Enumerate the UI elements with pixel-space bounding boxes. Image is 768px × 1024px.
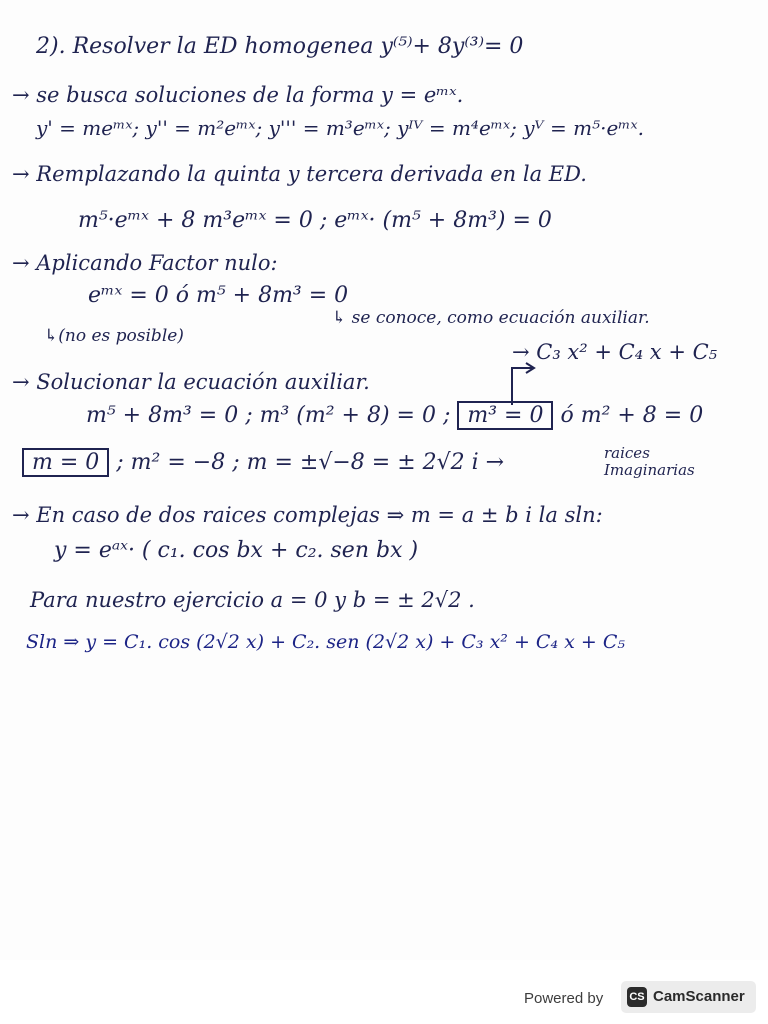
parameter-values: Para nuestro ejercicio a = 0 y b = ± 2√2 . [30, 588, 475, 612]
camscanner-badge [621, 981, 756, 1013]
complex-case-rule: → En caso de dos raices complejas ⇒ m = a ± b i la sln: [12, 503, 603, 527]
roots-arrow: → [485, 450, 505, 475]
not-possible-note: ↳(no es posible) [44, 326, 184, 346]
auxiliary-factoring [86, 405, 703, 427]
solve-auxiliary-step: → Solucionar la ecuación auxiliar. [12, 370, 370, 394]
quadratic-factor: ó m² + 8 = 0 [560, 403, 704, 428]
auxiliary-equation-note: ↳ se conoce, como ecuación auxiliar. [332, 308, 650, 328]
solution-form-line: → se busca soluciones de la forma y = eᵐˣ. [12, 83, 464, 107]
null-factor-step: → Aplicando Factor nulo: [12, 251, 278, 275]
complex-roots: ; m² = −8 ; m = ±√−8 = ± 2√2 i [116, 450, 479, 475]
boxed-zero-root: m = 0 [22, 448, 109, 477]
camscanner-logo-icon: CS [627, 987, 647, 1007]
roots-line [22, 452, 504, 474]
imaginarias-label: Imaginarias [604, 461, 695, 479]
polynomial-part-annotation: → C₃ x² + C₄ x + C₅ [512, 340, 718, 364]
problem-statement: 2). Resolver la ED homogenea y⁽⁵⁾+ 8y⁽³⁾= 0 [36, 34, 524, 59]
boxed-triple-root: m³ = 0 [457, 401, 553, 430]
camscanner-brand: CamScanner [653, 988, 745, 1005]
complex-general-solution: y = eᵃˣ· ( c₁. cos bx + c₂. sen bx ) [54, 538, 419, 563]
raices-label: raices [604, 444, 650, 462]
substituted-equation: m⁵·eᵐˣ + 8 m³eᵐˣ = 0 ; eᵐˣ· (m⁵ + 8m³) = 0 [78, 208, 552, 233]
auxiliary-factoring-text: m⁵ + 8m³ = 0 ; m³ (m² + 8) = 0 ; [86, 403, 451, 428]
substitution-step: → Remplazando la quinta y tercera derivada en la ED. [12, 162, 587, 186]
factor-cases: eᵐˣ = 0 ó m⁵ + 8m³ = 0 [88, 283, 349, 308]
final-solution: Sln ⇒ y = C₁. cos (2√2 x) + C₂. sen (2√2 x) + C₃ x² + C₄ x + C₅ [26, 631, 625, 653]
derivatives-line: y' = meᵐˣ; y'' = m²eᵐˣ; y''' = m³eᵐˣ; yᴵⱽ = m⁴eᵐˣ; yⱽ = m⁵·eᵐˣ. [36, 116, 644, 140]
powered-by-text: Powered by [524, 990, 604, 1007]
